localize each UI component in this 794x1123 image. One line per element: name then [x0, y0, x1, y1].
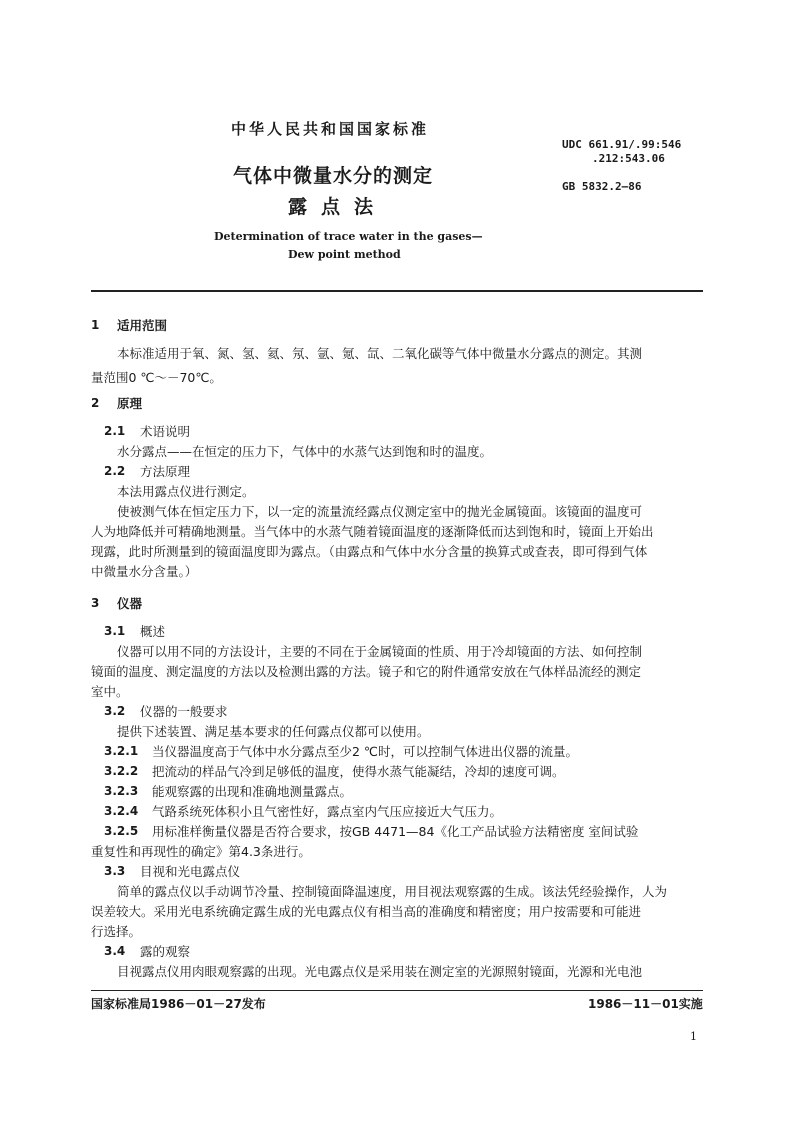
english-subtitle: Dew point method [288, 248, 401, 261]
subsection-heading: 方法原理 [140, 464, 191, 479]
paragraph-line: 目视露点仪用肉眼观察露的出现。光电露点仪是采用装在测定室的光源照射镜面，光源和光电池 [117, 964, 643, 979]
footer-divider [91, 990, 703, 991]
paragraph-line: 现露，此时所测量到的镜面温度即为露点。（由露点和气体中水分含量的换算式或查表，即可得到气体 [91, 544, 648, 559]
header-divider [91, 290, 703, 292]
paragraph-line: 中微量水分含量。） [91, 564, 198, 579]
clause-number: 3.2.2 [104, 764, 139, 778]
paragraph-line: 简单的露点仪以手动调节冷量、控制镜面降温速度，用目视法观察露的生成。该法凭经验操作，人为 [117, 884, 668, 899]
gb-number: GB 5832.2—86 [562, 180, 642, 193]
paragraph-line: 提供下述装置、满足基本要求的任何露点仪都可以使用。 [117, 724, 430, 739]
udc-code-cont: .212:543.06 [592, 152, 665, 165]
subsection-heading: 术语说明 [140, 424, 191, 439]
clause-text: 能观察露的出现和准确地测量露点。 [152, 784, 353, 799]
issue-date: 国家标准局1986－01－27发布 [91, 997, 266, 1011]
paragraph-line: 室中。 [91, 684, 129, 699]
english-title: Determination of trace water in the gases— [214, 230, 483, 243]
paragraph-line: 重复性和再现性的确定》第4.3条进行。 [91, 844, 311, 859]
subsection-number: 3.4 [104, 944, 126, 958]
clause-number: 3.2.5 [104, 824, 139, 838]
subsection-number: 3.1 [104, 624, 126, 638]
paragraph-line: 人为地降低并可精确地测量。当气体中的水蒸气随着镜面温度的逐渐降低而达到饱和时，镜面上开始出 [91, 524, 654, 539]
subsection-heading: 仪器的一般要求 [140, 704, 228, 719]
subsection-heading: 露的观察 [140, 944, 191, 959]
clause-text: 当仪器温度高于气体中水分露点至少2 ℃时，可以控制气体进出仪器的流量。 [152, 744, 578, 759]
subsection-number: 2.1 [104, 424, 126, 438]
national-standard-heading: 中华人民共和国国家标准 [231, 120, 430, 138]
subsection-number: 2.2 [104, 464, 126, 478]
clause-number: 3.2.4 [104, 804, 139, 818]
clause-number: 3.2.3 [104, 784, 139, 798]
document-title: 气体中微量水分的测定 [233, 165, 434, 187]
paragraph-line: 本法用露点仪进行测定。 [117, 484, 255, 499]
clause-text: 气路系统死体积小且气密性好，露点室内气压应接近大气压力。 [152, 804, 503, 819]
section-number: 2 [91, 396, 100, 410]
paragraph-line: 镜面的温度、测定温度的方法以及检测出露的方法。镜子和它的附件通常安放在气体样品流经的测定 [91, 664, 642, 679]
clause-text: 用标准样衡量仪器是否符合要求，按GB 4471—84《化工产品试验方法精密度 室间试验 [152, 824, 639, 839]
udc-code: UDC 661.91/.99:546 [562, 138, 682, 151]
clause-number: 3.2.1 [104, 744, 139, 758]
paragraph-line: 水分露点——在恒定的压力下，气体中的水蒸气达到饱和时的温度。 [117, 444, 493, 459]
subsection-number: 3.2 [104, 704, 126, 718]
subsection-heading: 目视和光电露点仪 [140, 864, 241, 879]
paragraph-line: 本标准适用于氧、氮、氢、氦、氖、氩、氪、氙、二氧化碳等气体中微量水分露点的测定。其测 [117, 346, 643, 361]
paragraph-line: 误差较大。采用光电系统确定露生成的光电露点仪有相当高的准确度和精密度；用户按需要和可能进 [91, 904, 642, 919]
effective-date: 1986－11－01实施 [588, 997, 703, 1011]
paragraph-line: 行选择。 [91, 924, 142, 939]
paragraph-line: 使被测气体在恒定压力下，以一定的流量流经露点仪测定室中的抛光金属镜面。该镜面的温度可 [117, 504, 643, 519]
section-number: 3 [91, 596, 100, 610]
paragraph-line: 量范围0 ℃～－70℃。 [91, 370, 222, 385]
paragraph-line: 仪器可以用不同的方法设计，主要的不同在于金属镜面的性质、用于冷却镜面的方法、如何控制 [117, 644, 643, 659]
subsection-number: 3.3 [104, 864, 126, 878]
subsection-heading: 概述 [140, 624, 166, 639]
page-number: 1 [690, 1030, 697, 1043]
section-number: 1 [91, 318, 100, 332]
section-heading: 仪器 [117, 596, 143, 611]
document-subtitle: 露点法 [288, 196, 388, 218]
section-heading: 适用范围 [117, 318, 168, 333]
section-heading: 原理 [117, 396, 143, 411]
clause-text: 把流动的样品气冷到足够低的温度，使得水蒸气能凝结，冷却的速度可调。 [152, 764, 565, 779]
